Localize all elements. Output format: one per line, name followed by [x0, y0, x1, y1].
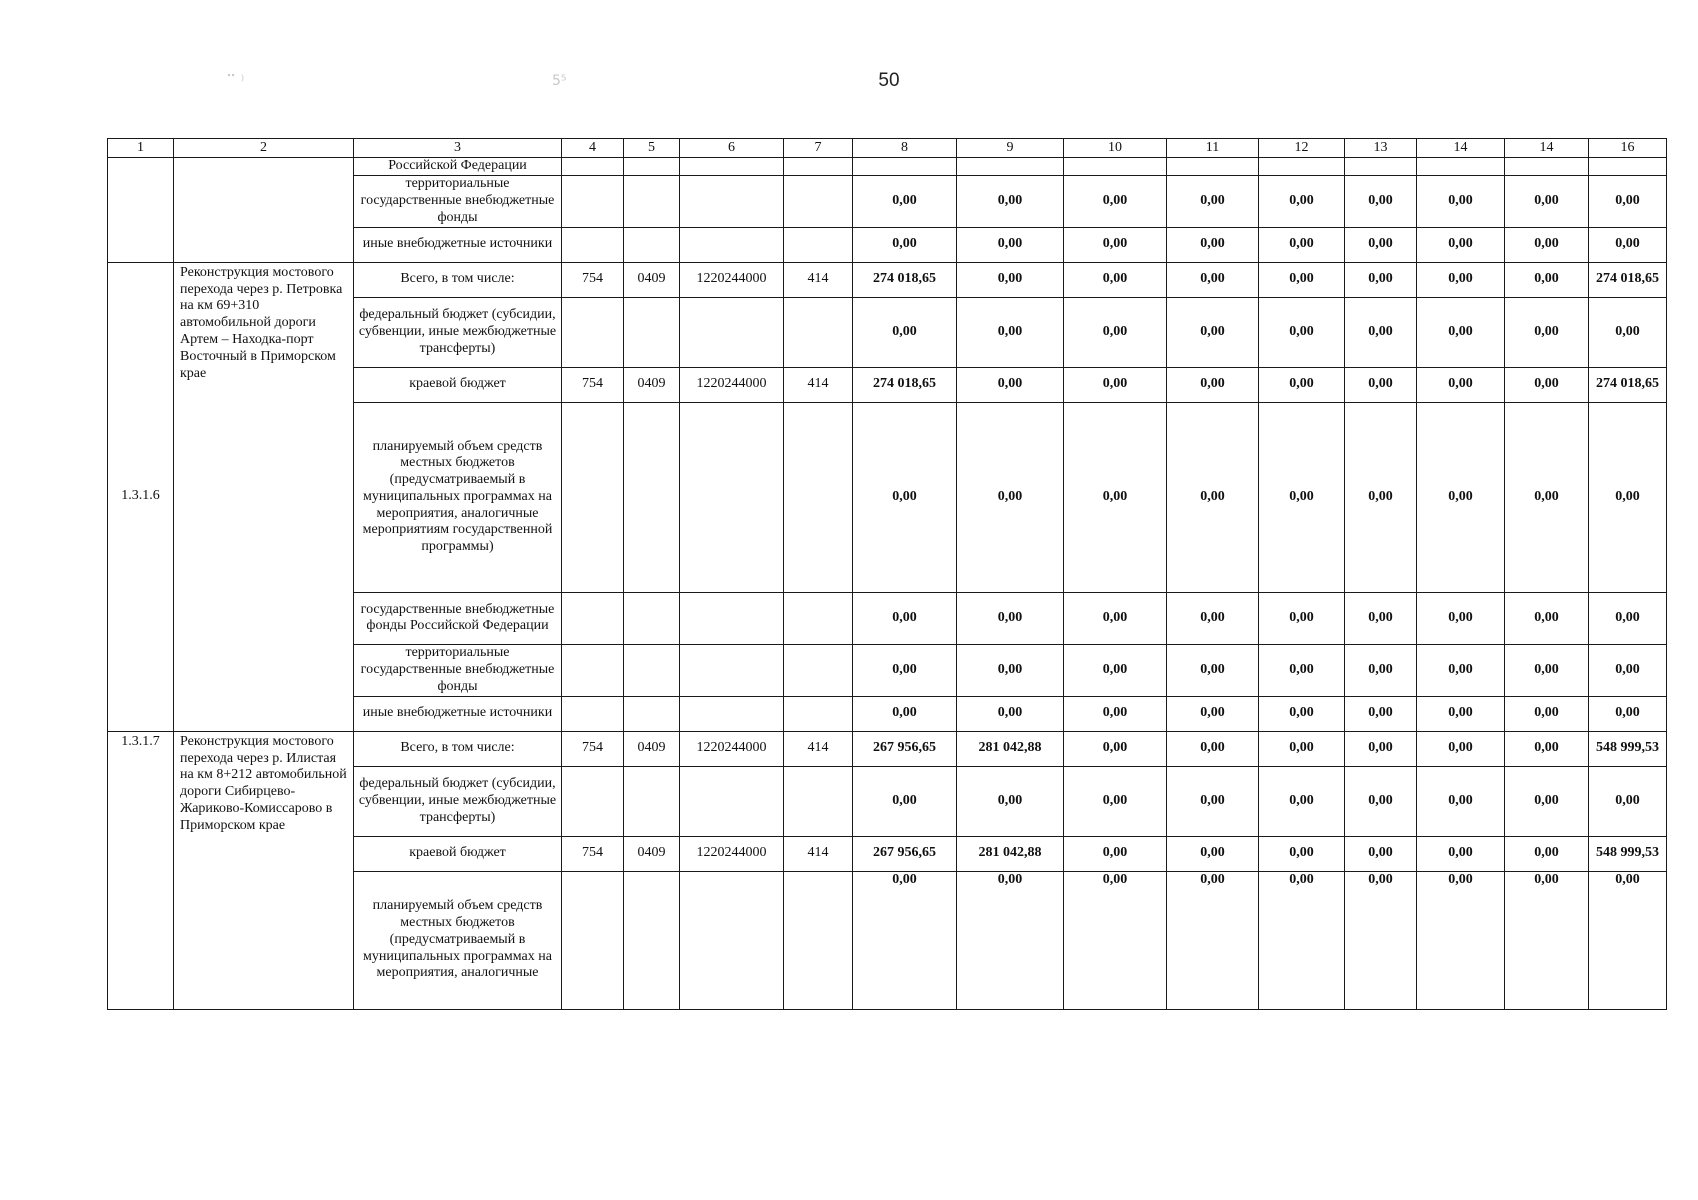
code-cell	[680, 696, 784, 731]
value-cell: 0,00	[853, 175, 957, 227]
code-cell: 0409	[624, 367, 680, 402]
value-cell: 0,00	[1167, 175, 1259, 227]
value-cell: 0,00	[1259, 227, 1345, 262]
value-cell: 0,00	[1259, 696, 1345, 731]
value-cell: 0,00	[1259, 402, 1345, 592]
column-number-header: 11	[1167, 139, 1259, 158]
funding-source-cell: планируемый объем средств местных бюджетов (предусматриваемый в муниципальных программах на мероприятия, аналогичные мероприятиям государственной программы)	[354, 402, 562, 592]
column-number-header: 2	[174, 139, 354, 158]
item-title-cell	[174, 158, 354, 263]
value-cell	[1505, 158, 1589, 176]
value-cell: 0,00	[1064, 696, 1167, 731]
value-cell: 0,00	[1064, 836, 1167, 871]
column-number-header: 10	[1064, 139, 1167, 158]
code-cell	[784, 644, 853, 696]
code-cell: 754	[562, 836, 624, 871]
value-cell: 0,00	[957, 592, 1064, 644]
code-cell: 1220244000	[680, 731, 784, 766]
value-cell	[853, 158, 957, 176]
funding-source-cell: иные внебюджетные источники	[354, 227, 562, 262]
code-cell	[784, 696, 853, 731]
value-cell: 0,00	[1259, 731, 1345, 766]
column-number-header: 6	[680, 139, 784, 158]
value-cell: 267 956,65	[853, 731, 957, 766]
value-cell: 0,00	[1589, 766, 1667, 836]
value-cell: 0,00	[853, 644, 957, 696]
value-cell	[624, 158, 680, 176]
code-cell	[624, 227, 680, 262]
code-cell: 1220244000	[680, 367, 784, 402]
value-cell	[1589, 158, 1667, 176]
item-number-cell	[108, 158, 174, 263]
code-cell	[680, 871, 784, 1009]
value-cell: 0,00	[1064, 644, 1167, 696]
code-cell: 0409	[624, 731, 680, 766]
column-number-header: 16	[1589, 139, 1667, 158]
value-cell: 0,00	[1417, 592, 1505, 644]
item-title-cell: Реконструкция мостового перехода через р. Петровка на км 69+310 автомобильной дороги Артем – Находка-порт Восточный в Приморском крае	[174, 262, 354, 731]
code-cell: 754	[562, 262, 624, 297]
value-cell: 0,00	[1589, 871, 1667, 1009]
funding-source-cell: территориальные государственные внебюджетные фонды	[354, 175, 562, 227]
column-number-header: 8	[853, 139, 957, 158]
code-cell	[784, 227, 853, 262]
funding-source-cell: федеральный бюджет (субсидии, субвенции, иные межбюджетные трансферты)	[354, 297, 562, 367]
value-cell: 548 999,53	[1589, 731, 1667, 766]
value-cell: 0,00	[853, 696, 957, 731]
value-cell: 0,00	[853, 297, 957, 367]
scan-smudge: 5⁵	[552, 73, 567, 89]
value-cell: 0,00	[1259, 297, 1345, 367]
budget-table	[107, 138, 1667, 1010]
value-cell: 0,00	[1259, 871, 1345, 1009]
value-cell	[1259, 158, 1345, 176]
value-cell: 0,00	[1417, 297, 1505, 367]
funding-source-cell: федеральный бюджет (субсидии, субвенции, иные межбюджетные трансферты)	[354, 766, 562, 836]
value-cell	[1167, 158, 1259, 176]
code-cell: 414	[784, 731, 853, 766]
value-cell: 0,00	[1259, 836, 1345, 871]
value-cell: 0,00	[1589, 644, 1667, 696]
item-number-cell: 1.3.1.6	[108, 262, 174, 731]
value-cell: 0,00	[1345, 592, 1417, 644]
value-cell	[1064, 158, 1167, 176]
code-cell: 414	[784, 836, 853, 871]
value-cell: 0,00	[1167, 402, 1259, 592]
value-cell: 0,00	[1589, 297, 1667, 367]
code-cell: 1220244000	[680, 836, 784, 871]
value-cell: 0,00	[1064, 402, 1167, 592]
code-cell	[624, 644, 680, 696]
code-cell	[562, 297, 624, 367]
code-cell	[562, 592, 624, 644]
value-cell: 0,00	[1417, 766, 1505, 836]
value-cell: 0,00	[1345, 297, 1417, 367]
item-title-cell: Реконструкция мостового перехода через р. Илистая на км 8+212 автомобильной дороги Сибирцево-Жариково-Комиссарово в Приморском крае	[174, 731, 354, 1009]
value-cell: 0,00	[1167, 367, 1259, 402]
value-cell: 0,00	[1167, 731, 1259, 766]
value-cell: 274 018,65	[853, 262, 957, 297]
value-cell: 0,00	[1167, 592, 1259, 644]
value-cell: 0,00	[853, 592, 957, 644]
funding-source-cell: краевой бюджет	[354, 367, 562, 402]
code-cell	[784, 402, 853, 592]
code-cell	[562, 696, 624, 731]
value-cell: 0,00	[1505, 592, 1589, 644]
column-number-header: 9	[957, 139, 1064, 158]
value-cell: 0,00	[1345, 696, 1417, 731]
value-cell: 0,00	[1259, 766, 1345, 836]
column-number-row	[108, 139, 1667, 158]
value-cell: 0,00	[1259, 644, 1345, 696]
code-cell	[784, 766, 853, 836]
value-cell: 0,00	[1064, 227, 1167, 262]
value-cell: 0,00	[957, 227, 1064, 262]
table-row	[108, 158, 1667, 176]
value-cell: 0,00	[1167, 227, 1259, 262]
column-number-header: 4	[562, 139, 624, 158]
value-cell: 0,00	[1345, 871, 1417, 1009]
value-cell: 0,00	[853, 227, 957, 262]
value-cell: 0,00	[1167, 696, 1259, 731]
value-cell: 0,00	[1345, 766, 1417, 836]
code-cell	[562, 402, 624, 592]
value-cell	[784, 158, 853, 176]
code-cell	[624, 696, 680, 731]
page-number: 50	[878, 70, 900, 91]
value-cell: 0,00	[957, 696, 1064, 731]
value-cell: 0,00	[1589, 696, 1667, 731]
code-cell: 0409	[624, 262, 680, 297]
value-cell: 0,00	[1505, 297, 1589, 367]
value-cell	[680, 158, 784, 176]
code-cell	[562, 766, 624, 836]
value-cell: 0,00	[1589, 227, 1667, 262]
value-cell: 0,00	[1505, 696, 1589, 731]
column-number-header: 12	[1259, 139, 1345, 158]
value-cell: 0,00	[1259, 262, 1345, 297]
code-cell	[784, 175, 853, 227]
value-cell: 0,00	[1417, 227, 1505, 262]
value-cell: 0,00	[1505, 402, 1589, 592]
code-cell	[562, 871, 624, 1009]
code-cell	[624, 297, 680, 367]
value-cell: 0,00	[957, 297, 1064, 367]
value-cell: 0,00	[1417, 402, 1505, 592]
code-cell	[680, 402, 784, 592]
item-number-cell: 1.3.1.7	[108, 731, 174, 1009]
value-cell: 0,00	[1345, 836, 1417, 871]
value-cell: 0,00	[957, 871, 1064, 1009]
value-cell: 0,00	[1167, 766, 1259, 836]
value-cell: 0,00	[1505, 871, 1589, 1009]
value-cell: 0,00	[1417, 262, 1505, 297]
value-cell: 267 956,65	[853, 836, 957, 871]
code-cell	[784, 871, 853, 1009]
value-cell: 0,00	[957, 367, 1064, 402]
value-cell: 0,00	[957, 766, 1064, 836]
column-number-header: 5	[624, 139, 680, 158]
value-cell	[562, 158, 624, 176]
code-cell	[624, 175, 680, 227]
value-cell: 0,00	[1505, 227, 1589, 262]
value-cell: 0,00	[1505, 836, 1589, 871]
value-cell: 0,00	[1417, 644, 1505, 696]
code-cell: 414	[784, 367, 853, 402]
code-cell: 754	[562, 731, 624, 766]
value-cell: 0,00	[1259, 367, 1345, 402]
code-cell	[680, 766, 784, 836]
value-cell	[1417, 158, 1505, 176]
value-cell: 0,00	[1167, 836, 1259, 871]
code-cell	[624, 766, 680, 836]
code-cell: 0409	[624, 836, 680, 871]
funding-source-cell: государственные внебюджетные фонды Российской Федерации	[354, 592, 562, 644]
value-cell: 0,00	[1064, 766, 1167, 836]
value-cell: 0,00	[957, 262, 1064, 297]
value-cell: 281 042,88	[957, 836, 1064, 871]
value-cell: 0,00	[1589, 592, 1667, 644]
value-cell: 0,00	[1064, 262, 1167, 297]
value-cell: 0,00	[1345, 731, 1417, 766]
value-cell: 0,00	[1345, 367, 1417, 402]
value-cell: 0,00	[1345, 402, 1417, 592]
funding-source-cell: краевой бюджет	[354, 836, 562, 871]
value-cell	[957, 158, 1064, 176]
code-cell	[624, 592, 680, 644]
value-cell: 0,00	[1345, 227, 1417, 262]
value-cell: 0,00	[1417, 871, 1505, 1009]
table-row	[108, 262, 1667, 297]
value-cell: 0,00	[853, 402, 957, 592]
column-number-header: 3	[354, 139, 562, 158]
code-cell: 414	[784, 262, 853, 297]
code-cell	[784, 297, 853, 367]
value-cell: 0,00	[1589, 402, 1667, 592]
table-row	[108, 731, 1667, 766]
value-cell: 0,00	[1259, 175, 1345, 227]
value-cell: 0,00	[1167, 262, 1259, 297]
value-cell: 0,00	[1505, 175, 1589, 227]
value-cell: 0,00	[1064, 297, 1167, 367]
value-cell: 0,00	[957, 402, 1064, 592]
value-cell: 0,00	[1505, 367, 1589, 402]
value-cell: 0,00	[853, 871, 957, 1009]
column-number-header: 1	[108, 139, 174, 158]
code-cell	[562, 227, 624, 262]
value-cell: 0,00	[1505, 644, 1589, 696]
code-cell: 1220244000	[680, 262, 784, 297]
code-cell	[680, 592, 784, 644]
value-cell: 0,00	[1417, 731, 1505, 766]
value-cell: 0,00	[957, 644, 1064, 696]
value-cell: 0,00	[1505, 766, 1589, 836]
funding-source-cell: Всего, в том числе:	[354, 731, 562, 766]
value-cell: 0,00	[1167, 644, 1259, 696]
value-cell: 0,00	[1417, 836, 1505, 871]
value-cell: 281 042,88	[957, 731, 1064, 766]
value-cell: 0,00	[1345, 175, 1417, 227]
value-cell: 0,00	[1259, 592, 1345, 644]
code-cell	[680, 175, 784, 227]
funding-source-cell: Российской Федерации	[354, 158, 562, 176]
code-cell	[680, 297, 784, 367]
scan-smudge: ⠉ ⁾	[226, 73, 245, 89]
code-cell	[784, 592, 853, 644]
value-cell: 0,00	[1167, 871, 1259, 1009]
column-number-header: 14	[1417, 139, 1505, 158]
funding-source-cell: Всего, в том числе:	[354, 262, 562, 297]
code-cell	[624, 871, 680, 1009]
value-cell: 0,00	[1417, 696, 1505, 731]
code-cell: 754	[562, 367, 624, 402]
column-number-header: 13	[1345, 139, 1417, 158]
value-cell: 0,00	[957, 175, 1064, 227]
code-cell	[680, 227, 784, 262]
value-cell: 0,00	[1505, 262, 1589, 297]
value-cell: 274 018,65	[1589, 367, 1667, 402]
value-cell: 0,00	[1505, 731, 1589, 766]
value-cell: 274 018,65	[853, 367, 957, 402]
value-cell: 0,00	[1064, 367, 1167, 402]
value-cell: 0,00	[1417, 175, 1505, 227]
value-cell: 0,00	[1064, 592, 1167, 644]
code-cell	[624, 402, 680, 592]
value-cell: 548 999,53	[1589, 836, 1667, 871]
value-cell: 0,00	[1345, 644, 1417, 696]
funding-source-cell: территориальные государственные внебюджетные фонды	[354, 644, 562, 696]
value-cell: 274 018,65	[1589, 262, 1667, 297]
value-cell: 0,00	[1167, 297, 1259, 367]
funding-source-cell: иные внебюджетные источники	[354, 696, 562, 731]
code-cell	[680, 644, 784, 696]
value-cell: 0,00	[853, 766, 957, 836]
column-number-header: 14	[1505, 139, 1589, 158]
code-cell	[562, 175, 624, 227]
value-cell: 0,00	[1417, 367, 1505, 402]
value-cell: 0,00	[1064, 731, 1167, 766]
code-cell	[562, 644, 624, 696]
column-number-header: 7	[784, 139, 853, 158]
value-cell	[1345, 158, 1417, 176]
value-cell: 0,00	[1345, 262, 1417, 297]
value-cell: 0,00	[1589, 175, 1667, 227]
funding-source-cell: планируемый объем средств местных бюджетов (предусматриваемый в муниципальных программах на мероприятия, аналогичные	[354, 871, 562, 1009]
value-cell: 0,00	[1064, 871, 1167, 1009]
value-cell: 0,00	[1064, 175, 1167, 227]
